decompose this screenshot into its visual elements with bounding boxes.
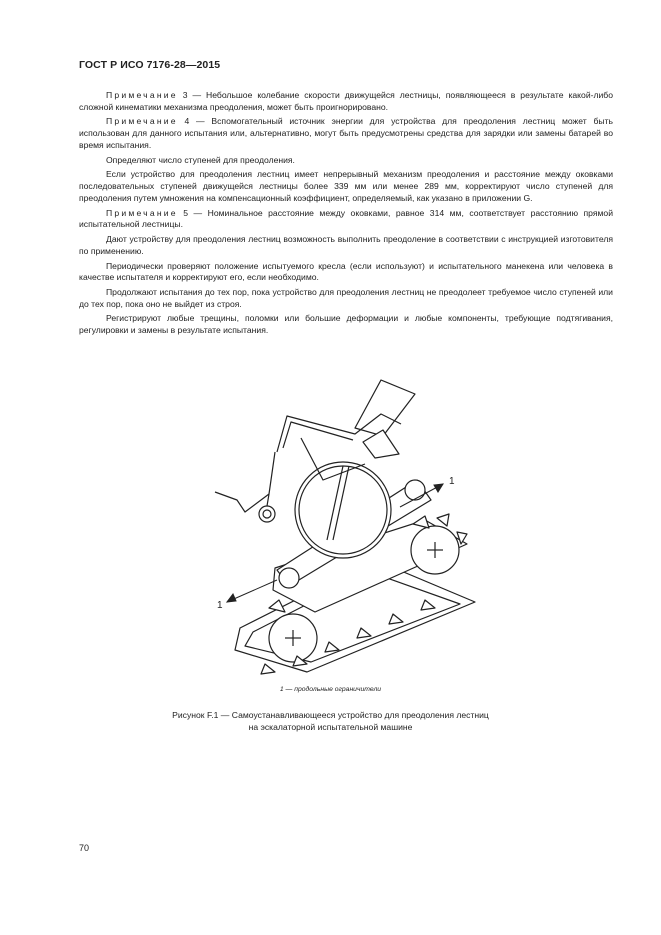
caption-line-2: на эскалаторной испытательной машине xyxy=(248,721,413,732)
callout-label-lower: 1 xyxy=(217,600,223,611)
paragraph-text: 5 — Номинальное расстояние между оковками, равное 314 мм, соответствует расстоянию прямой испытательной лестницы. xyxy=(79,207,613,230)
note-label: Примечание xyxy=(106,116,178,127)
note-paragraph-4 xyxy=(79,116,613,151)
note-paragraph-5 xyxy=(79,208,613,231)
paragraph xyxy=(79,261,613,284)
paragraph-text: Регистрируют любые трещины, поломки или большие деформации и любые компоненты, требующие подтягивания, регулировки и замены в результате испытания. xyxy=(79,313,613,336)
paragraph-text: Продолжают испытания до тех пор, пока устройство для преодоления лестниц не преодолеет требуемое число ступеней или до тех пор, пока оно не выйдет из строя. xyxy=(79,286,613,309)
note-paragraph-3 xyxy=(79,90,613,113)
figure-caption xyxy=(0,710,661,733)
paragraph-text: Дают устройству для преодоления лестниц возможность выполнить преодоление в соответствии с инструкцией изготовителя по применению. xyxy=(79,234,613,256)
figure-legend: 1 — продольные ограничители xyxy=(279,686,382,693)
paragraph xyxy=(79,155,613,167)
paragraph xyxy=(79,287,613,310)
paragraph-text: Периодически проверяют положение испытуемого кресла (если используют) и испытательного манекена или человека в качестве испытателя и корректируют его, если необходимо. xyxy=(79,260,613,283)
body-text xyxy=(79,90,613,340)
paragraph-text: Определяют число ступеней для преодоления. xyxy=(106,154,295,165)
paragraph xyxy=(79,234,613,257)
page-number: 70 xyxy=(79,843,90,853)
note-label: Примечание xyxy=(106,207,178,218)
document-header: ГОСТ Р ИСО 7176-28—2015 xyxy=(79,59,221,71)
paragraph xyxy=(79,169,613,204)
paragraph-text: 3 — Небольшое колебание скорости движущейся лестницы, появляющееся в результате какой-либо сложной кинематики механизма преодоления, может быть проигнорировано. xyxy=(79,90,613,112)
paragraph xyxy=(79,313,613,336)
note-label: Примечание xyxy=(106,90,178,100)
caption-line-1: Рисунок F.1 — Самоустанавливающееся устройство для преодоления лестниц xyxy=(172,710,489,720)
paragraph-text: 4 — Вспомогательный источник энергии для устройства для преодоления лестниц может быть использован для данного испытания или, альтернативно, могут быть предусмотрены средства для зарядки или замены батарей во время испытания. xyxy=(79,116,613,150)
callout-label-upper: 1 xyxy=(449,476,455,487)
stair-climber-drawing xyxy=(205,372,485,677)
paragraph-text: Если устройство для преодоления лестниц имеет непрерывный механизм преодоления и расстояние между оковками последовательных ступеней движущейся лестницы более 339 мм или менее 289 мм, корректируют число ступеней для преодоления путем умножения на компенсационный коэффициент, определяемый, как указано в приложении G. xyxy=(79,169,613,203)
